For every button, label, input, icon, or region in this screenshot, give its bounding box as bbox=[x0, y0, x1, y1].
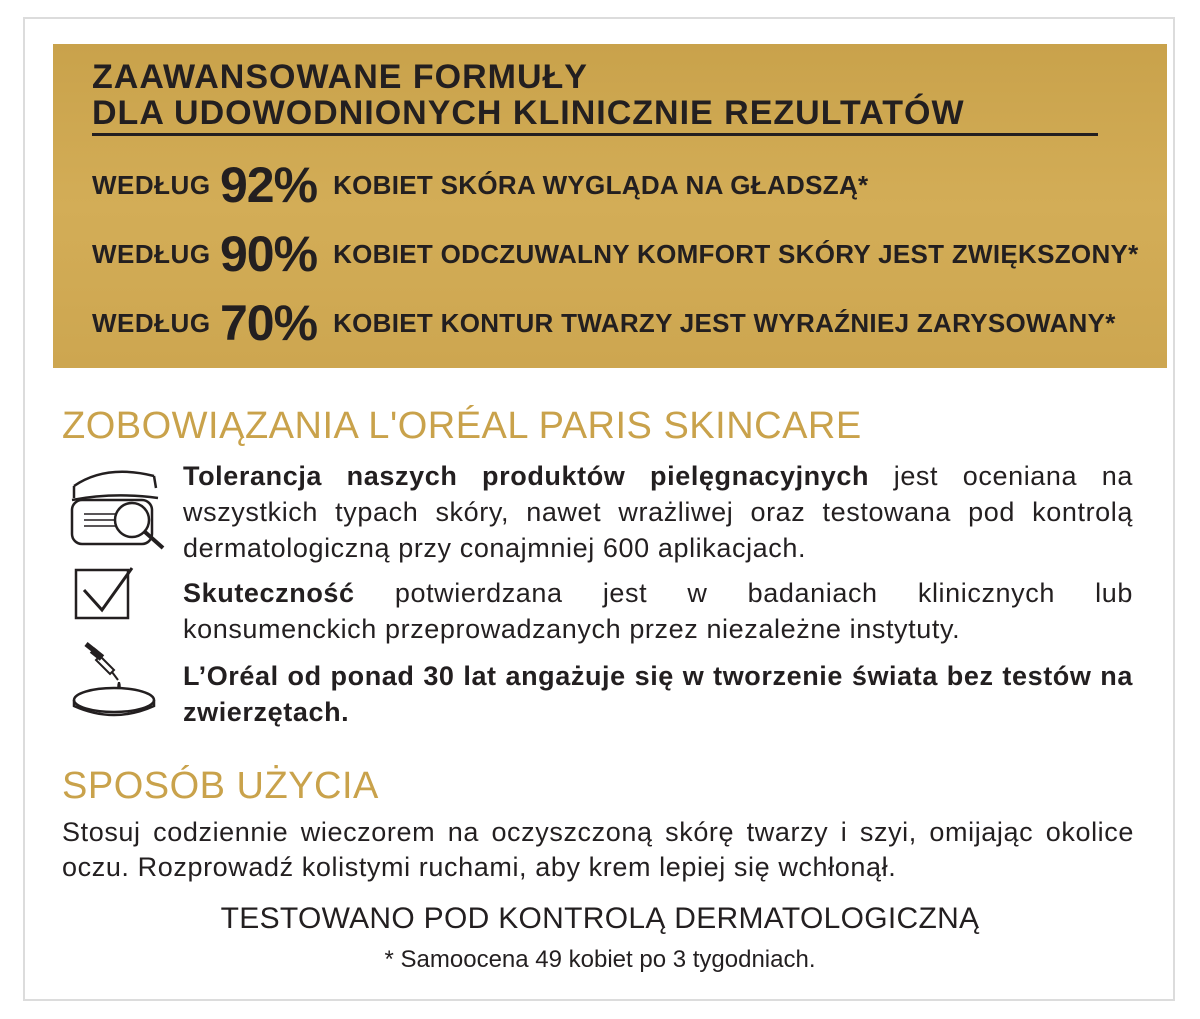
tolerance-paragraph bbox=[183, 458, 1133, 566]
stat-text: KOBIET SKÓRA WYGLĄDA NA GŁADSZĄ* bbox=[333, 169, 869, 200]
title-line-1: ZAAWANSOWANE FORMUŁY bbox=[92, 58, 588, 96]
dermatologically-tested-label: TESTOWANO POD KONTROLĄ DERMATOLOGICZNĄ bbox=[220, 902, 980, 935]
efficacy-paragraph bbox=[183, 575, 1133, 647]
stat-text: KOBIET KONTUR TWARZY JEST WYRAŹNIEJ ZARYSOWANY* bbox=[333, 307, 1116, 338]
stat-prefix: WEDŁUG bbox=[92, 238, 211, 269]
usage-heading: SPOSÓB UŻYCIA bbox=[62, 765, 379, 807]
stat-percent: 90% bbox=[220, 226, 318, 282]
stat-row bbox=[92, 155, 868, 215]
title-divider bbox=[92, 133, 1098, 136]
stat-row bbox=[92, 224, 1139, 284]
stat-text: KOBIET ODCZUWALNY KOMFORT SKÓRY JEST ZWIĘKSZONY* bbox=[333, 238, 1139, 269]
stat-prefix: WEDŁUG bbox=[92, 169, 211, 200]
efficacy-text: potwierdzana jest w badaniach klinicznych lub konsumenckich przeprowadzanych przez niezależne instytuty. bbox=[183, 578, 1133, 644]
usage-text: Stosuj codziennie wieczorem na oczyszczoną skórę twarzy i szyi, omijając okolice oczu. Rozprowadź kolistymi ruchami, aby krem lepiej się wchłonął. bbox=[62, 817, 1134, 882]
stat-percent: 92% bbox=[220, 157, 318, 213]
efficacy-bold: Skuteczność bbox=[183, 578, 355, 608]
stat-percent: 70% bbox=[220, 295, 318, 351]
animal-testing-paragraph bbox=[183, 658, 1133, 730]
checkbox-check-icon bbox=[72, 566, 136, 622]
cream-jar-magnifier-icon bbox=[66, 462, 172, 554]
animal-testing-bold: L’Oréal od ponad 30 lat angażuje się w tworzenie świata bez testów na zwierzętach. bbox=[183, 661, 1133, 727]
title-line-2: DLA UDOWODNIONYCH KLINICZNIE REZULTATÓW bbox=[92, 94, 965, 132]
tolerance-text: jest oceniana na wszystkich typach skóry, nawet wrażliwej oraz testowana pod kontrolą dermatologiczną przy conajmniej 600 aplikacjach. bbox=[183, 461, 1133, 563]
clinical-results-title bbox=[92, 60, 1102, 130]
stat-prefix: WEDŁUG bbox=[92, 307, 211, 338]
stat-row bbox=[92, 293, 1116, 353]
tolerance-bold: Tolerancja naszych produktów pielęgnacyjnych bbox=[183, 461, 870, 491]
commitments-heading: ZOBOWIĄZANIA L'ORÉAL PARIS SKINCARE bbox=[62, 405, 862, 447]
footnote: * Samoocena 49 kobiet po 3 tygodniach. bbox=[384, 946, 816, 973]
dropper-petri-dish-icon bbox=[66, 640, 162, 720]
